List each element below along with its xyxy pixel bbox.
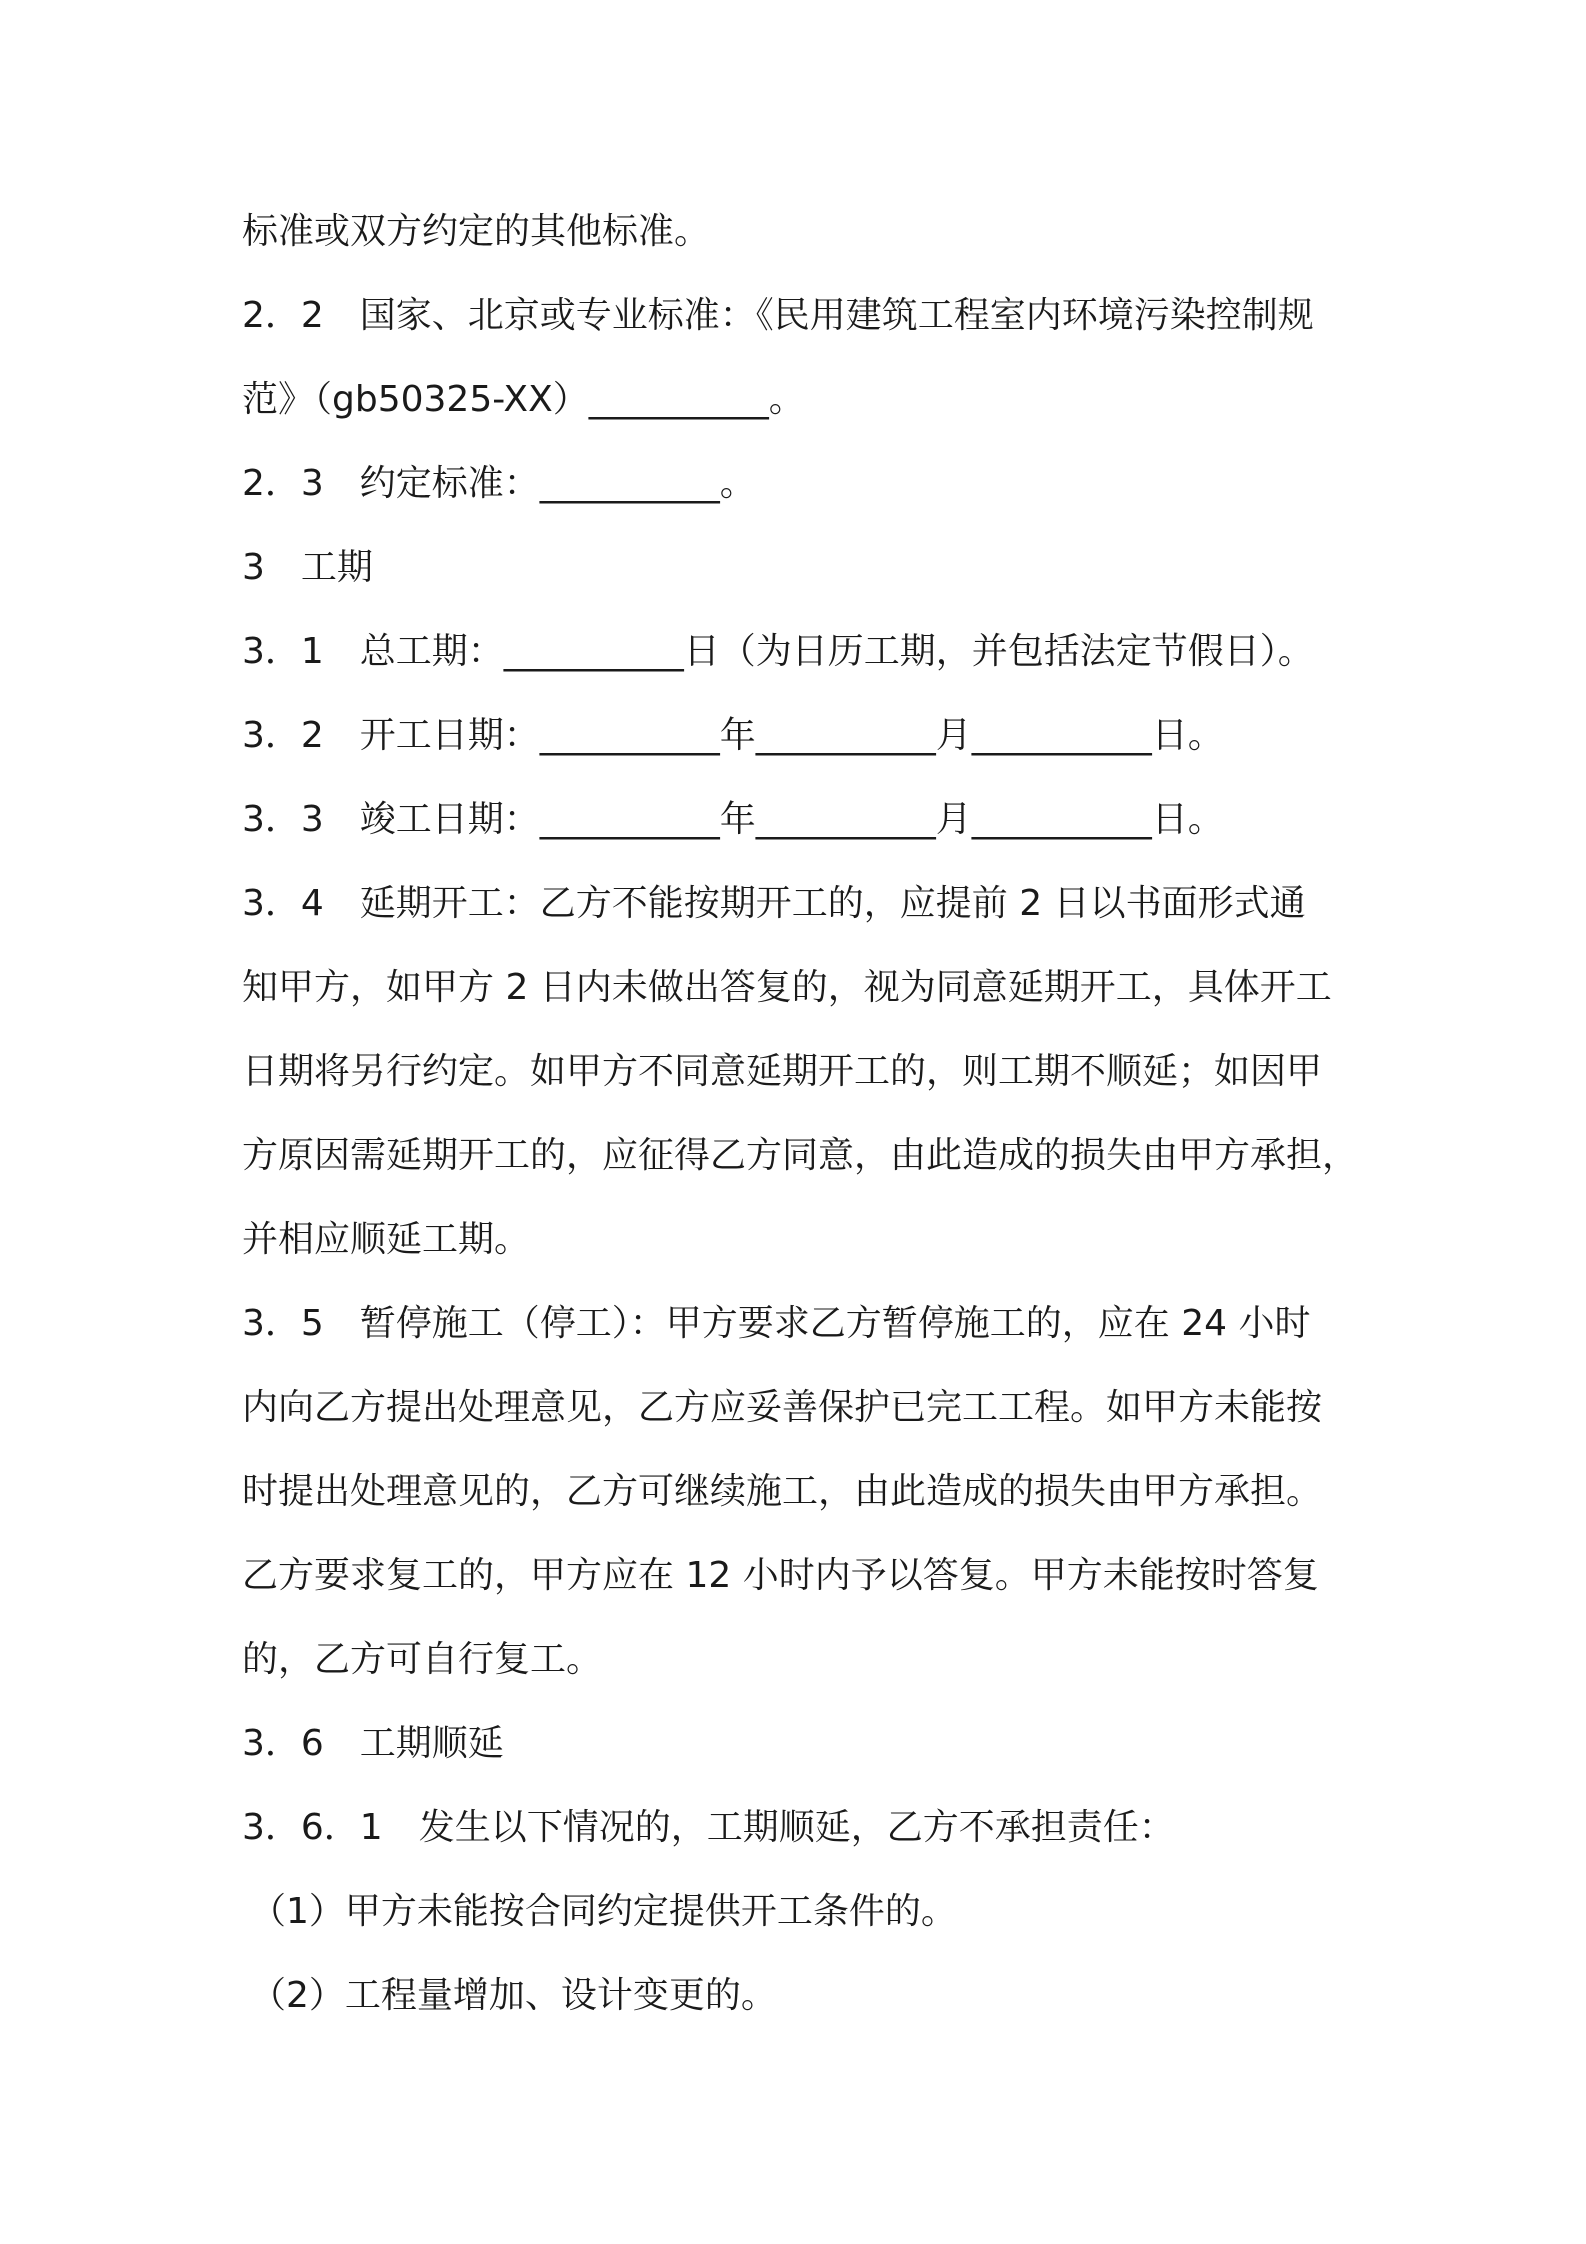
text-line: 方原因需延期开工的，应征得乙方同意，由此造成的损失由甲方承担，: [242, 1135, 1359, 1176]
text-line: 知甲方，如甲方 2 日内未做出答复的，视为同意延期开工，具体开工: [242, 967, 1332, 1008]
text-line: 的，乙方可自行复工。: [242, 1639, 603, 1680]
text-line: 2．2 国家、北京或专业标准：《民用建筑工程室内环境污染控制规: [242, 295, 1314, 336]
text-line: 乙方要求复工的，甲方应在 12 小时内予以答复。甲方未能按时答复: [242, 1555, 1319, 1596]
text-line: 范》（gb50325-XX）__________。: [242, 379, 805, 420]
text-line: 内向乙方提出处理意见，乙方应妥善保护已完工工程。如甲方未能按: [242, 1387, 1323, 1428]
text-line: 日期将另行约定。如甲方不同意延期开工的，则工期不顺延；如因甲: [242, 1051, 1323, 1092]
list-item: （2）工程量增加、设计变更的。: [250, 1975, 777, 2016]
text-line: 时提出处理意见的，乙方可继续施工，由此造成的损失由甲方承担。: [242, 1471, 1323, 1512]
document-body: [242, 190, 1362, 2038]
text-line: 3．6．1 发生以下情况的，工期顺延，乙方不承担责任：: [242, 1807, 1175, 1848]
text-line: 3．1 总工期：__________日（为日历工期，并包括法定节假日）。: [242, 631, 1314, 672]
text-line: 标准或双方约定的其他标准。: [242, 211, 711, 252]
text-line: 并相应顺延工期。: [242, 1219, 531, 1260]
text-line: 2．3 约定标准：__________。: [242, 463, 756, 504]
list-item: （1）甲方未能按合同约定提供开工条件的。: [250, 1891, 957, 1932]
text-line: 3．2 开工日期：__________年__________月__________日。: [242, 715, 1224, 756]
section-heading: 3 工期: [242, 547, 373, 588]
section-heading: 3．6 工期顺延: [242, 1723, 504, 1764]
text-line: 3．5 暂停施工（停工）：甲方要求乙方暂停施工的，应在 24 小时: [242, 1303, 1311, 1344]
text-line: 3．3 竣工日期：__________年__________月__________日。: [242, 799, 1224, 840]
text-line: 3．4 延期开工：乙方不能按期开工的，应提前 2 日以书面形式通: [242, 883, 1306, 924]
